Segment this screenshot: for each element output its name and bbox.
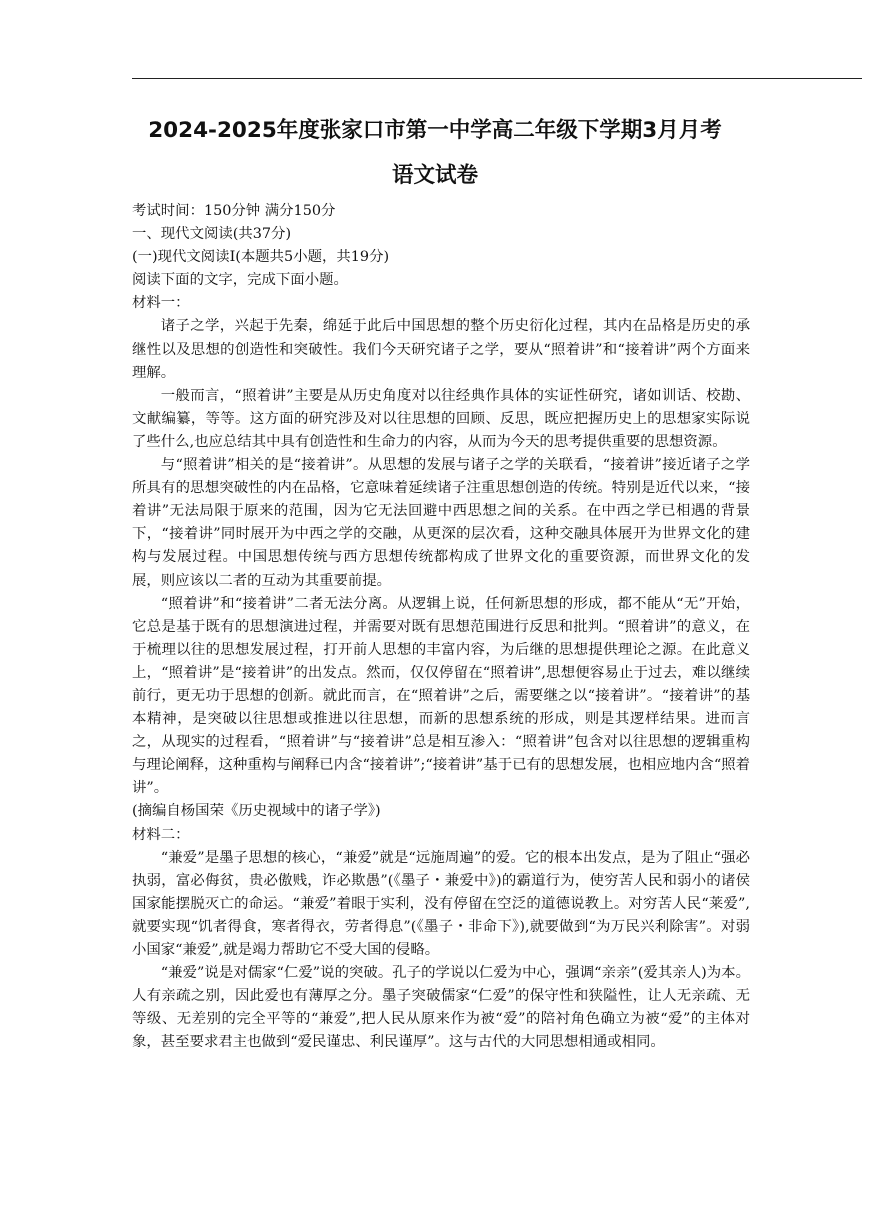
- paragraph: 一般而言，“照着讲”主要是从历史角度对以往经典作具体的实证性研究，诸如训话、校勘、文献编纂，等等。这方面的研究涉及对以往思想的回顾、反思，既应把握历史上的思想家实际说了些什么,也应总结其中具有创造性和生命力的内容，从而为今天的思考提供重要的思想资源。: [132, 387, 750, 450]
- material-label: 材料二：: [132, 826, 190, 843]
- paragraph: 与“照着讲”相关的是“接着讲”。从思想的发展与诸子之学的关联看，“接着讲”接近诸子之学所具有的思想突破性的内在品格，它意味着延续诸子注重思想创造的传统。特别是近代以来，“接着讲”无法局限于原来的范围，因为它无法回避中西思想之间的关系。在中西之学已相遇的背景下，“接着讲”同时展开为中西之学的交融，从更深的层次看，这种交融具体展开为世界文化的建构与发展过程。中国思想传统与西方思想传统都构成了世界文化的重要资源，而世界文化的发展，则应该以二者的互动为其重要前提。: [132, 457, 750, 589]
- exam-title: 2024-2025年度张家口市第一中学高二年级下学期3月月考: [148, 118, 722, 143]
- paragraph: “兼爱”说是对儒家“仁爱”说的突破。孔子的学说以仁爱为中心，强调“亲亲”(爱其亲人)为本。人有亲疏之别，因此爱也有薄厚之分。墨子突破儒家“仁爱”的保守性和狭隘性，让人无亲疏、无等级、无差别的完全平等的“兼爱”,把人民从原来作为被“爱”的陪衬角色确立为被“爱”的主体对象，甚至要求君主也做到“爱民谨忠、利民谨厚”。这与古代的大同思想相通或相同。: [132, 965, 750, 1051]
- reading-instruction: 阅读下面的文字，完成下面小题。: [132, 272, 348, 289]
- source-citation: (摘编自杨国荣《历史视域中的诸子学》): [132, 803, 381, 820]
- top-rule: [132, 78, 862, 79]
- paragraph: 诸子之学，兴起于先秦，绵延于此后中国思想的整个历史衍化过程，其内在品格是历史的承继性以及思想的创造性和突破性。我们今天研究诸子之学，要从“照着讲”和“接着讲”两个方面来理解。: [132, 318, 750, 381]
- section-heading: 一、现代文阅读(共37分): [132, 226, 292, 243]
- exam-subtitle: 语文试卷: [391, 163, 478, 188]
- material-label: 材料一：: [132, 295, 190, 312]
- subsection-heading: (一)现代文阅读I(本题共5小题，共19分): [132, 249, 390, 266]
- paragraph: “照着讲”和“接着讲”二者无法分离。从逻辑上说，任何新思想的形成，都不能从“无”开始，它总是基于既有的思想演进过程，并需要对既有思想范围进行反思和批判。“照着讲”的意义，在于梳理以往的思想发展过程，打开前人思想的丰富内容，为后继的思想提供理论之源。在此意义上，“照着讲”是“接着讲”的出发点。然而，仅仅停留在“照着讲”,思想便容易止于过去，难以继续前行，更无功于思想的创新。就此而言，在“照着讲”之后，需要继之以“接着讲”。“接着讲”的基本精神，是突破以往思想或推进以往思想，而新的思想系统的形成，则是其逻样结果。进而言之，从现实的过程看，“照着讲”与“接着讲”总是相互渗入：“照着讲”包含对以往思想的逻辑重构与理论阐释，这种重构与阐释已内含“接着讲”;“接着讲”基于已有的思想发展，也相应地内含“照着讲”。: [132, 595, 750, 797]
- document-body: [132, 200, 750, 1054]
- exam-info: 考试时间：150分钟 满分150分: [132, 203, 336, 219]
- paragraph: “兼爱”是墨子思想的核心，“兼爱”就是“远施周遍”的爱。它的根本出发点，是为了阻止“强必执弱，富必侮贫，贵必傲贱，诈必欺愚”(《墨子・兼爱中》)的霸道行为，使穷苦人民和弱小的诸侯国家能摆脱灭亡的命运。“兼爱”着眼于实利，没有停留在空泛的道德说教上。对穷苦人民“莱爱”,就要实现“饥者得食，寒者得衣，劳者得息”(《墨子・非命下》),就要做到“为万民兴利除害”。对弱小国家“兼爱”,就是竭力帮助它不受大国的侵略。: [132, 849, 750, 958]
